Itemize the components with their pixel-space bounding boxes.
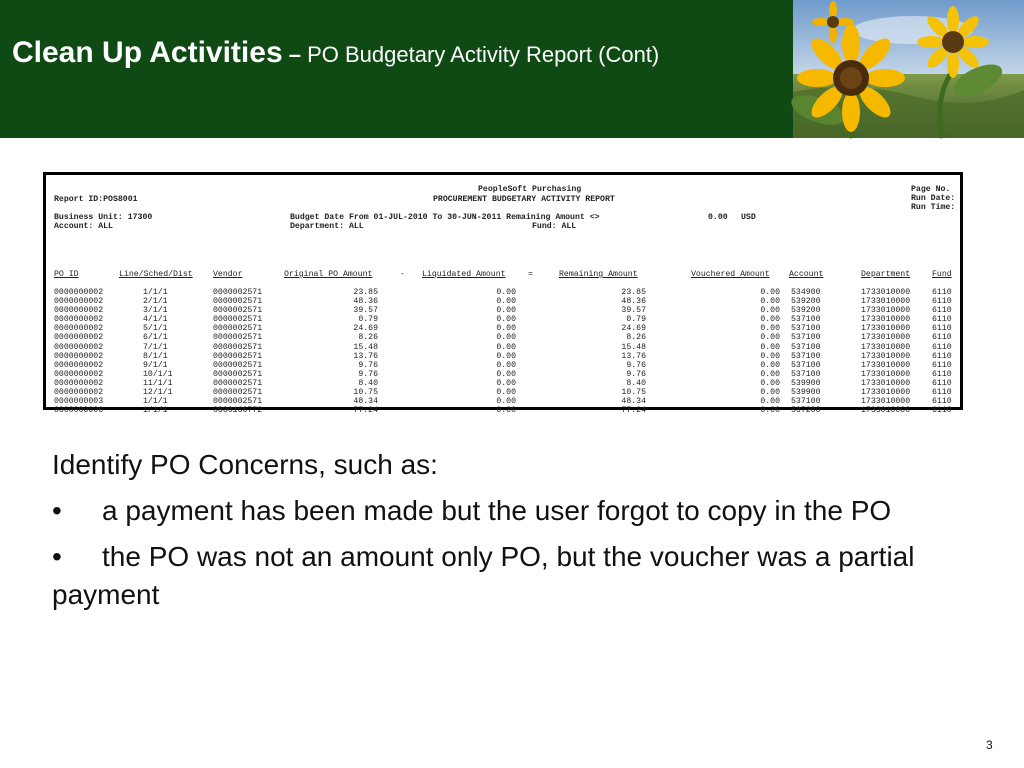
cell-line: 2/1/1 — [143, 297, 168, 307]
cell-vendor: 0000002571 — [213, 351, 263, 361]
cell-acct: 537100 — [791, 333, 821, 343]
cell-line: 10/1/1 — [143, 369, 173, 379]
cell-fund: 6110 — [932, 388, 952, 398]
budgetary-activity-report — [43, 172, 963, 416]
currency: USD — [741, 213, 756, 222]
cell-vendor: 0000002571 — [213, 369, 263, 379]
business-unit: Business Unit: 17300 — [54, 213, 153, 222]
cell-acct: 537100 — [791, 324, 821, 334]
cell-vendor: 0000002571 — [213, 360, 263, 370]
cell-liq: 0.00 — [496, 297, 516, 307]
table-row — [46, 333, 960, 342]
cell-acct: 537100 — [791, 342, 821, 352]
report-app-name: PeopleSoft Purchasing — [478, 185, 582, 194]
title-dash: – — [282, 42, 308, 67]
cell-vouch: 0.00 — [760, 342, 780, 352]
cell-vendor: 0000002571 — [213, 378, 263, 388]
col-vouchered-amount: Vouchered Amount — [691, 270, 770, 279]
cell-acct: 537100 — [791, 369, 821, 379]
cell-fund: 6110 — [932, 397, 952, 407]
cell-line: 1/1/1 — [143, 288, 168, 297]
col-account: Account — [789, 270, 824, 279]
report-id: Report ID:POS8001 — [54, 195, 138, 204]
cell-orig: 23.85 — [353, 288, 378, 297]
cell-orig: 0.79 — [358, 315, 378, 325]
cell-po: 0000000002 — [54, 369, 104, 379]
cell-orig: 8.40 — [358, 378, 378, 388]
cell-liq: 0.00 — [496, 378, 516, 388]
cell-po: 0000000002 — [54, 342, 104, 352]
cell-dept: 1733010000 — [861, 397, 911, 407]
table-row — [46, 297, 960, 306]
cell-fund: 6110 — [932, 333, 952, 343]
table-row — [46, 324, 960, 333]
run-time-label: Run Time: — [911, 203, 956, 212]
department-filter: Department: ALL — [290, 222, 364, 231]
table-row — [46, 370, 960, 379]
cell-po: 0000000002 — [54, 333, 104, 343]
cell-dept: 1733010000 — [861, 360, 911, 370]
cell-po: 0000000002 — [54, 288, 104, 297]
cell-po: 0000000002 — [54, 351, 104, 361]
cell-dept: 1733010000 — [861, 342, 911, 352]
cell-line: 5/1/1 — [143, 324, 168, 334]
cell-fund: 6110 — [932, 342, 952, 352]
cell-orig: 39.57 — [353, 306, 378, 316]
report-name: PROCUREMENT BUDGETARY ACTIVITY REPORT — [433, 195, 615, 204]
cell-liq: 0.00 — [496, 324, 516, 334]
cell-acct: 537100 — [791, 397, 821, 407]
table-row — [46, 315, 960, 324]
table-row — [46, 379, 960, 388]
page-number: 3 — [986, 738, 993, 752]
cell-vendor: 0000002571 — [213, 388, 263, 398]
cell-line: 11/1/1 — [143, 378, 173, 388]
cell-po: 0000000006 — [54, 406, 104, 416]
col-fund: Fund — [932, 270, 952, 279]
cell-line: 1/1/1 — [143, 406, 168, 416]
cell-fund: 6110 — [932, 360, 952, 370]
cell-po: 0000000002 — [54, 388, 104, 398]
cell-vouch: 0.00 — [760, 388, 780, 398]
cell-po: 0000000002 — [54, 297, 104, 307]
cell-liq: 0.00 — [496, 388, 516, 398]
cell-dept: 1733010000 — [861, 378, 911, 388]
cell-rem: 13.76 — [621, 351, 646, 361]
cell-line: 4/1/1 — [143, 315, 168, 325]
cell-rem: 8.26 — [626, 333, 646, 343]
col-original-amount: Original PO Amount — [284, 270, 373, 279]
cell-orig: 77.24 — [353, 406, 378, 416]
cell-fund: 6110 — [932, 351, 952, 361]
cell-liq: 0.00 — [496, 351, 516, 361]
cell-line: 7/1/1 — [143, 342, 168, 352]
cell-orig: 9.76 — [358, 360, 378, 370]
col-po-id: PO ID — [54, 270, 79, 279]
cell-fund: 6110 — [932, 406, 952, 416]
cell-fund: 6110 — [932, 315, 952, 325]
cell-dept: 1733010000 — [861, 351, 911, 361]
table-row — [46, 388, 960, 397]
fund-filter: Fund: ALL — [532, 222, 577, 231]
cell-rem: 10.75 — [621, 388, 646, 398]
table-row — [46, 361, 960, 370]
cell-dept: 1733010000 — [861, 406, 911, 416]
cell-po: 0000000002 — [54, 360, 104, 370]
cell-vouch: 0.00 — [760, 315, 780, 325]
sunflower-photo — [793, 0, 1024, 138]
cell-orig: 10.75 — [353, 388, 378, 398]
slide-body — [52, 446, 972, 622]
cell-vouch: 0.00 — [760, 351, 780, 361]
cell-dept: 1733010000 — [861, 388, 911, 398]
cell-acct: 539900 — [791, 388, 821, 398]
cell-rem: 24.69 — [621, 324, 646, 334]
cell-po: 0000000002 — [54, 378, 104, 388]
cell-line: 12/1/1 — [143, 388, 173, 398]
cell-acct: 537100 — [791, 315, 821, 325]
cell-vouch: 0.00 — [760, 333, 780, 343]
cell-rem: 15.48 — [621, 342, 646, 352]
run-date-label: Run Date: — [911, 194, 956, 203]
sunflower-image — [793, 0, 1024, 138]
cell-orig: 48.34 — [353, 397, 378, 407]
cell-vendor: 0000002571 — [213, 315, 263, 325]
cell-liq: 0.00 — [496, 369, 516, 379]
col-department: Department — [861, 270, 911, 279]
col-liquidated-amount: Liquidated Amount — [422, 270, 506, 279]
cell-acct: 539900 — [791, 378, 821, 388]
title-main: Clean Up Activities — [12, 36, 283, 69]
cell-po: 0000000002 — [54, 306, 104, 316]
cell-liq: 0.00 — [496, 288, 516, 297]
cell-dept: 1733010000 — [861, 306, 911, 316]
cell-liq: 0.00 — [496, 333, 516, 343]
cell-vouch: 0.00 — [760, 288, 780, 297]
slide-title — [12, 36, 659, 70]
cell-vouch: 0.00 — [760, 306, 780, 316]
cell-vendor: 0000002571 — [213, 297, 263, 307]
cell-liq: 0.00 — [496, 360, 516, 370]
cell-liq: 0.00 — [496, 315, 516, 325]
col-equals: = — [528, 270, 533, 279]
cell-rem: 48.34 — [621, 397, 646, 407]
cell-orig: 13.76 — [353, 351, 378, 361]
table-row — [46, 306, 960, 315]
cell-vouch: 0.00 — [760, 360, 780, 370]
cell-vendor: 0000002571 — [213, 397, 263, 407]
cell-line: 3/1/1 — [143, 306, 168, 316]
title-subtitle: PO Budgetary Activity Report (Cont) — [307, 42, 660, 67]
cell-vouch: 0.00 — [760, 369, 780, 379]
cell-fund: 6110 — [932, 369, 952, 379]
cell-vouch: 0.00 — [760, 324, 780, 334]
cell-dept: 1733010000 — [861, 288, 911, 297]
table-row — [46, 397, 960, 406]
cell-fund: 6110 — [932, 306, 952, 316]
cell-line: 9/1/1 — [143, 360, 168, 370]
cell-vendor: 0000002571 — [213, 333, 263, 343]
cell-line: 8/1/1 — [143, 351, 168, 361]
cell-liq: 0.00 — [496, 342, 516, 352]
cell-dept: 1733010000 — [861, 315, 911, 325]
bullet-2 — [52, 538, 972, 614]
cell-orig: 15.48 — [353, 342, 378, 352]
cell-acct: 534900 — [791, 288, 821, 297]
cell-rem: 8.40 — [626, 378, 646, 388]
cell-fund: 6110 — [932, 324, 952, 334]
cell-line: 6/1/1 — [143, 333, 168, 343]
cell-line: 1/1/1 — [143, 397, 168, 407]
cell-vouch: 0.00 — [760, 297, 780, 307]
report-rows — [46, 288, 960, 415]
cell-rem: 48.36 — [621, 297, 646, 307]
cell-vouch: 0.00 — [760, 406, 780, 416]
intro-text: Identify PO Concerns, such as: — [52, 449, 438, 480]
bullet-2-text: the PO was not an amount only PO, but the voucher was a partial payment — [52, 541, 915, 610]
bullet-1 — [52, 492, 972, 530]
cell-dept: 1733010000 — [861, 324, 911, 334]
cell-vouch: 0.00 — [760, 378, 780, 388]
table-row — [46, 288, 960, 297]
cell-liq: 0.00 — [496, 306, 516, 316]
bullet-marker: • — [52, 495, 62, 526]
cell-rem: 0.79 — [626, 315, 646, 325]
cell-acct: 537100 — [791, 351, 821, 361]
remaining-amount-value: 0.00 — [708, 213, 728, 222]
cell-rem: 39.57 — [621, 306, 646, 316]
cell-fund: 6110 — [932, 297, 952, 307]
cell-acct: 539200 — [791, 306, 821, 316]
cell-vendor: 0000160772 — [213, 406, 263, 416]
bullet-1-text: a payment has been made but the user forgot to copy in the PO — [102, 495, 892, 526]
cell-po: 0000000003 — [54, 397, 104, 407]
page-no-label: Page No. — [911, 185, 951, 194]
col-remaining-amount: Remaining Amount — [559, 270, 638, 279]
col-minus: - — [400, 270, 405, 279]
cell-dept: 1733010000 — [861, 297, 911, 307]
cell-rem: 9.76 — [626, 360, 646, 370]
cell-po: 0000000002 — [54, 315, 104, 325]
cell-acct: 539200 — [791, 297, 821, 307]
table-row — [46, 406, 960, 415]
bullet-marker: • — [52, 541, 62, 572]
table-row — [46, 352, 960, 361]
cell-dept: 1733010000 — [861, 369, 911, 379]
cell-vendor: 0000002571 — [213, 288, 263, 297]
cell-orig: 24.69 — [353, 324, 378, 334]
col-vendor: Vendor — [213, 270, 243, 279]
cell-orig: 9.76 — [358, 369, 378, 379]
cell-fund: 6110 — [932, 378, 952, 388]
cell-liq: 0.00 — [496, 397, 516, 407]
cell-liq: 0.00 — [496, 406, 516, 416]
cell-po: 0000000002 — [54, 324, 104, 334]
cell-vendor: 0000002571 — [213, 324, 263, 334]
cell-vendor: 0000002571 — [213, 342, 263, 352]
cell-rem: 23.85 — [621, 288, 646, 297]
col-line: Line/Sched/Dist — [119, 270, 193, 279]
account-filter: Account: ALL — [54, 222, 113, 231]
slide-header — [0, 0, 1024, 138]
cell-acct: 537200 — [791, 406, 821, 416]
cell-rem: 9.76 — [626, 369, 646, 379]
cell-vouch: 0.00 — [760, 397, 780, 407]
cell-dept: 1733010000 — [861, 333, 911, 343]
cell-vendor: 0000002571 — [213, 306, 263, 316]
cell-orig: 8.26 — [358, 333, 378, 343]
cell-orig: 48.36 — [353, 297, 378, 307]
cell-fund: 6110 — [932, 288, 952, 297]
budget-date-range: Budget Date From 01-JUL-2010 To 30-JUN-2011 Remaining Amount <> — [290, 213, 600, 222]
cell-rem: 77.24 — [621, 406, 646, 416]
table-row — [46, 343, 960, 352]
cell-acct: 537100 — [791, 360, 821, 370]
